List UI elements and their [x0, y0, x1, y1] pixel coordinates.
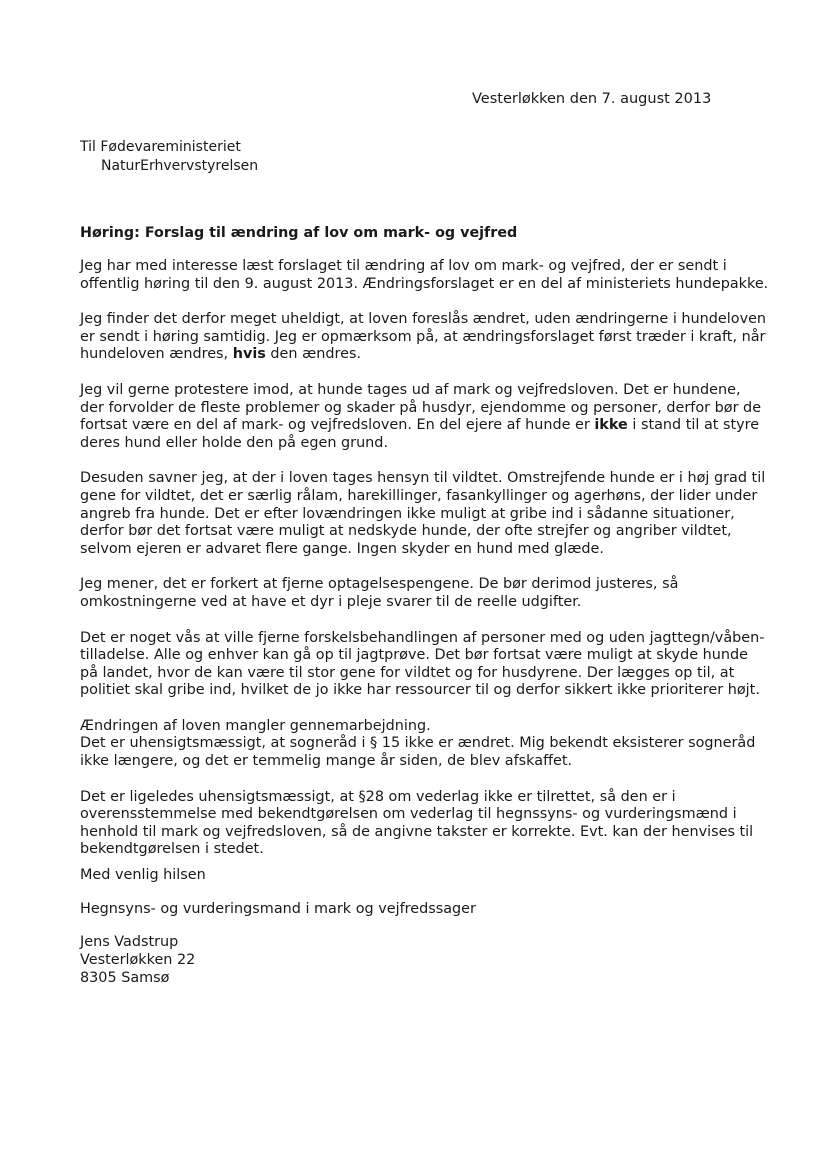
- paragraph-line: tilladelse. Alle og enhver kan gå op til jagtprøve. Det bør fortsat være muligt at skyde hunde: [80, 647, 748, 664]
- recipient-ministry: Til Fødevareministeriet: [80, 139, 241, 155]
- paragraph-line: overensstemmelse med bekendtgørelsen om vederlag til hegnssyns- og vurderingsmænd i: [80, 806, 737, 823]
- paragraph-line: Det er noget vås at ville fjerne forskelsbehandlingen af personer med og uden jagttegn/våben-: [80, 629, 765, 646]
- paragraph-line: Det er uhensigtsmæssigt, at sogneråd i § 15 ikke er ændret. Mig bekendt eksisterer sogneråd: [80, 735, 756, 752]
- paragraph-line: gene for vildtet, det er særlig rålam, harekillinger, fasankyllinger og agerhøns, der lider under: [80, 487, 758, 504]
- paragraph-2: [80, 311, 767, 364]
- paragraph-line: omkostningerne ved at have et dyr i pleje svarer til de reelle udgifter.: [80, 593, 582, 610]
- signer-city: 8305 Samsø: [80, 970, 170, 986]
- paragraph-line: ikke længere, og det er temmelig mange år siden, de blev afskaffet.: [80, 753, 573, 770]
- paragraph-4: [80, 470, 766, 558]
- paragraph-8: [80, 789, 760, 859]
- text-run: i stand til at styre: [627, 417, 760, 434]
- paragraph-line: [80, 417, 760, 435]
- paragraph-line: deres hund eller holde den på egen grund.: [80, 434, 389, 451]
- paragraph-line: Jeg mener, det er forkert at fjerne optagelsespengene. De bør derimod justeres, så: [80, 576, 679, 593]
- letter-body: [80, 258, 769, 877]
- text-run: fortsat være en del af mark- og vejfredsloven. En del ejere af hunde er: [80, 417, 595, 434]
- paragraph-line: derfor bør det fortsat være muligt at nedskyde hunde, der ofte strejfer og angriber vildtet,: [80, 523, 732, 540]
- paragraph-line: Ændringen af loven mangler gennemarbejdning.: [80, 717, 431, 734]
- paragraph-line: Jeg finder det derfor meget uheldigt, at loven foreslås ændret, uden ændringerne i hundeloven: [80, 311, 767, 328]
- paragraph-6: [80, 629, 765, 700]
- text-run: hundeloven ændres,: [80, 346, 233, 363]
- signer-street: Vesterløkken 22: [80, 952, 196, 968]
- signer-address: [80, 933, 580, 987]
- paragraph-line: er sendt i høring samtidig. Jeg er opmærksom på, at ændringsforslaget først træder i kraft, når: [80, 328, 766, 345]
- recipient-agency: NaturErhvervstyrelsen: [101, 157, 259, 174]
- paragraph-line: [80, 346, 760, 364]
- emphasis-ikke: ikke: [594, 417, 628, 434]
- paragraph-1: [80, 258, 769, 293]
- paragraph-line: bekendtgørelsen i stedet.: [80, 841, 264, 858]
- paragraph-line: der forvolder de fleste problemer og skader på husdyr, ejendomme og personer, derfor bør de: [80, 399, 762, 416]
- signer-role: Hegnsyns- og vurderingsmand i mark og vejfredssager: [80, 901, 476, 917]
- paragraph-3: [80, 382, 760, 452]
- date-line: Vesterløkken den 7. august 2013: [472, 91, 712, 107]
- emphasis-hvis: hvis: [232, 346, 266, 363]
- text-run: den ændres.: [265, 346, 362, 363]
- subject-heading: Høring: Forslag til ændring af lov om mark- og vejfred: [80, 225, 518, 241]
- paragraph-line: selvom ejeren er advaret flere gange. Ingen skyder en hund med glæde.: [80, 540, 604, 557]
- paragraph-line: Jeg har med interesse læst forslaget til ændring af lov om mark- og vejfred, der er sendt i: [80, 258, 727, 274]
- paragraph-line: Det er ligeledes uhensigtsmæssigt, at §28 om vederlag ikke er tilrettet, så den er i: [80, 788, 676, 805]
- paragraph-5: [80, 576, 760, 611]
- closing-greeting: Med venlig hilsen: [80, 867, 206, 883]
- paragraph-line: henhold til mark og vejfredsloven, så de angivne takster er korrekte. Evt. kan der henvises til: [80, 823, 754, 840]
- paragraph-line: politiet skal gribe ind, hvilket de jo ikke har ressourcer til og derfor sikkert ikke prioriterer højt.: [80, 682, 760, 699]
- signer-name: Jens Vadstrup: [80, 934, 179, 950]
- paragraph-line: Desuden savner jeg, at der i loven tages hensyn til vildtet. Omstrejfende hunde er i høj grad til: [80, 470, 766, 487]
- paragraph-line: angreb fra hunde. Det er efter lovændringen ikke muligt at gribe ind i sådanne situationer,: [80, 505, 735, 522]
- paragraph-7: [80, 718, 760, 771]
- paragraph-line: Jeg vil gerne protestere imod, at hunde tages ud af mark og vejfredsloven. Det er hundene,: [80, 381, 741, 398]
- paragraph-line: offentlig høring til den 9. august 2013. Ændringsforslaget er en del af ministeriets hundepakke.: [80, 275, 769, 292]
- paragraph-line: på landet, hvor de kan være til stor gene for vildtet og for husdyrene. Der lægges op til, at: [80, 664, 735, 681]
- recipient-block: [80, 138, 258, 175]
